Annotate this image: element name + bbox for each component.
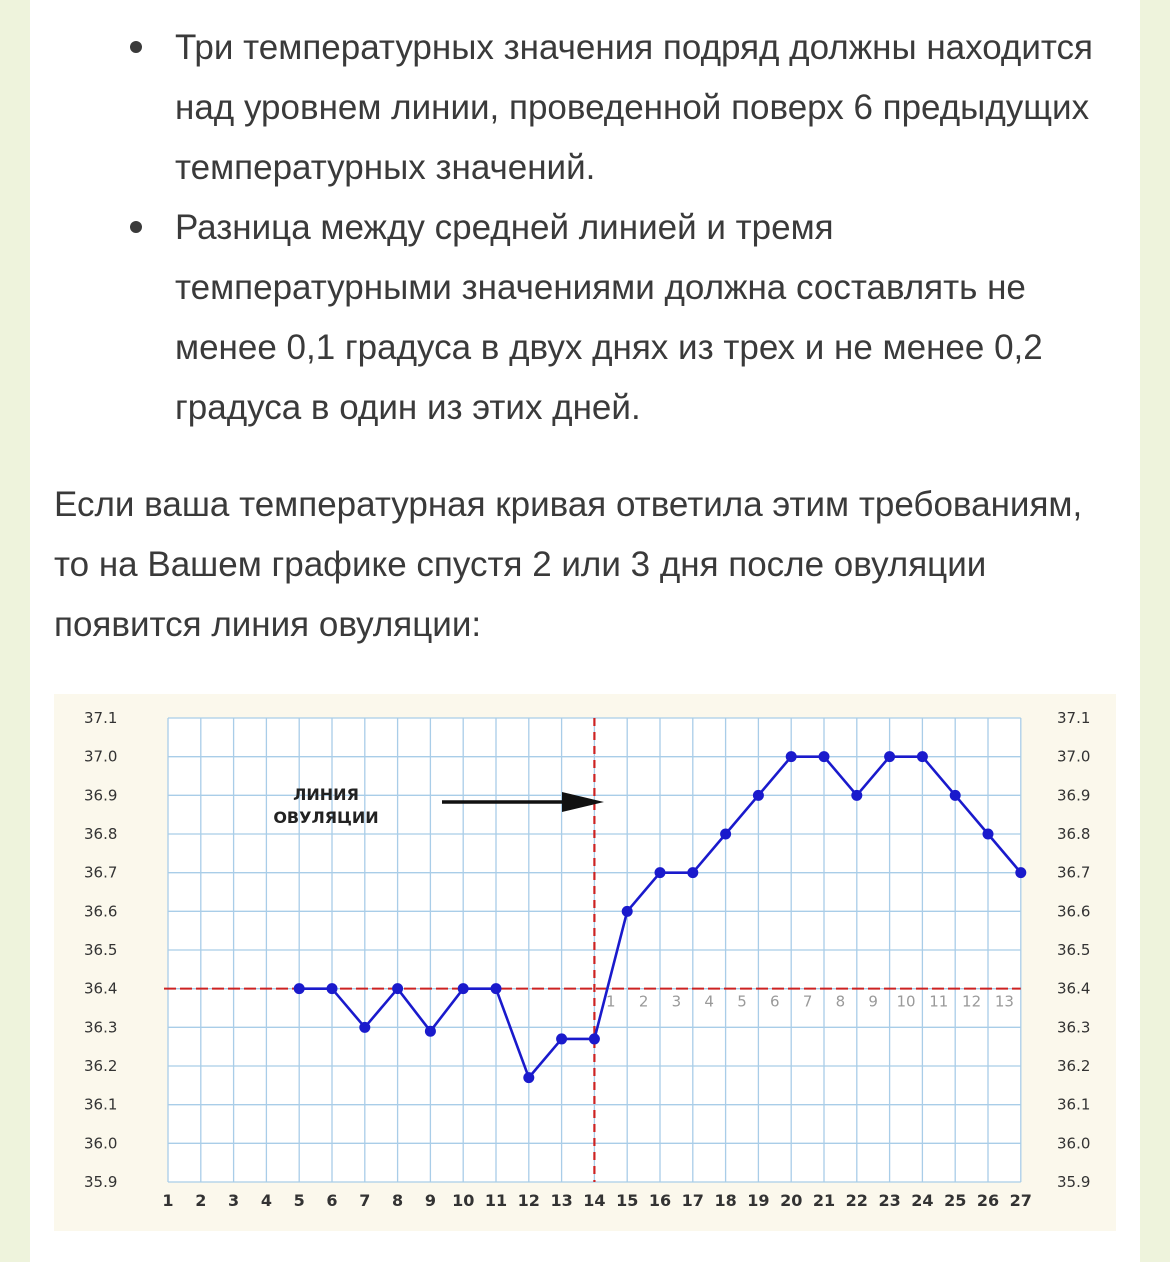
x-tick-label: 19 — [747, 1191, 770, 1210]
bbt-chart — [54, 694, 1116, 1231]
data-point — [917, 751, 928, 762]
data-point — [491, 983, 502, 994]
data-point — [523, 1072, 534, 1083]
data-point — [687, 867, 698, 878]
x-tick-label: 2 — [195, 1191, 207, 1210]
post-ovulation-day-label: 8 — [835, 992, 846, 1011]
data-point — [753, 790, 764, 801]
data-point — [327, 983, 338, 994]
x-tick-label: 11 — [484, 1191, 508, 1210]
x-tick-label: 9 — [424, 1191, 436, 1210]
list-item — [30, 18, 1140, 198]
list-item-text: Три температурных значения подряд должны находится над уровнем линии, проведенной поверх 6 предыдущих температурных значений. — [175, 28, 1093, 187]
post-ovulation-day-label: 12 — [962, 992, 982, 1011]
post-ovulation-day-label: 6 — [770, 992, 780, 1011]
bullet-icon — [130, 41, 142, 53]
data-point — [983, 829, 994, 840]
x-tick-label: 14 — [583, 1191, 606, 1210]
y-tick-label-left: 36.3 — [84, 1018, 118, 1037]
x-tick-label: 4 — [260, 1191, 272, 1210]
y-tick-label-right: 35.9 — [1057, 1173, 1091, 1191]
x-tick-label: 7 — [359, 1191, 371, 1210]
data-point — [359, 1022, 370, 1033]
post-ovulation-day-label: 9 — [868, 992, 878, 1011]
y-tick-label-left: 36.0 — [84, 1134, 118, 1153]
x-tick-label: 21 — [812, 1191, 836, 1210]
post-ovulation-day-label: 5 — [737, 992, 747, 1011]
y-tick-label-right: 36.8 — [1057, 825, 1091, 843]
x-tick-label: 8 — [392, 1191, 404, 1210]
data-point — [1015, 867, 1026, 878]
data-point — [589, 1033, 600, 1044]
post-ovulation-day-label: 7 — [802, 992, 813, 1011]
post-ovulation-day-label: 4 — [704, 992, 714, 1011]
y-tick-label-left: 35.9 — [84, 1173, 118, 1191]
post-ovulation-day-label: 13 — [994, 992, 1014, 1011]
data-point — [294, 983, 305, 994]
y-tick-label-left: 36.6 — [84, 902, 118, 921]
data-point — [556, 1033, 567, 1044]
x-tick-label: 20 — [780, 1191, 803, 1210]
post-ovulation-day-label: 1 — [606, 992, 616, 1011]
data-point — [786, 751, 797, 762]
x-tick-label: 6 — [326, 1191, 338, 1210]
data-point — [720, 829, 731, 840]
y-tick-label-right: 36.3 — [1057, 1018, 1091, 1037]
list-item-text: Разница между средней линией и тремя температурными значениями должна составлять не менее 0,1 градуса в двух днях из трех и не менее 0,2 градуса в один из этих дней. — [175, 208, 1043, 427]
annotation-label-line1: ЛИНИЯ — [293, 785, 359, 804]
list-item — [30, 198, 1140, 438]
data-point — [950, 790, 961, 801]
x-tick-label: 10 — [452, 1191, 475, 1210]
data-point — [392, 983, 403, 994]
y-tick-label-left: 36.1 — [84, 1095, 118, 1114]
x-tick-label: 25 — [944, 1191, 967, 1210]
y-tick-label-right: 36.4 — [1057, 979, 1091, 998]
x-tick-label: 1 — [162, 1191, 174, 1210]
data-point — [884, 751, 895, 762]
post-ovulation-day-label: 10 — [896, 992, 916, 1011]
x-tick-label: 13 — [550, 1191, 573, 1210]
post-ovulation-day-label: 2 — [638, 992, 649, 1011]
data-point — [425, 1026, 436, 1037]
data-point — [819, 751, 830, 762]
data-point — [655, 867, 666, 878]
article-content — [30, 0, 1140, 1262]
y-tick-label-right: 36.7 — [1057, 863, 1091, 882]
y-tick-label-right: 36.2 — [1057, 1057, 1091, 1075]
y-tick-label-right: 37.1 — [1057, 709, 1091, 727]
chart-svg — [54, 694, 1116, 1231]
y-tick-label-left: 36.7 — [84, 863, 118, 882]
rules-list — [30, 18, 1140, 438]
x-tick-label: 17 — [681, 1191, 704, 1210]
bullet-icon — [130, 221, 142, 233]
y-tick-label-left: 36.2 — [84, 1057, 118, 1075]
y-tick-label-left: 36.8 — [84, 825, 118, 843]
y-tick-label-left: 37.1 — [84, 709, 118, 727]
y-tick-label-right: 37.0 — [1057, 747, 1091, 766]
y-tick-label-right: 36.1 — [1057, 1095, 1091, 1114]
x-tick-label: 27 — [1009, 1191, 1032, 1210]
post-ovulation-day-label: 11 — [929, 992, 949, 1011]
data-point — [622, 906, 633, 917]
y-tick-label-left: 37.0 — [84, 747, 118, 766]
y-tick-label-right: 36.0 — [1057, 1134, 1091, 1153]
x-tick-label: 23 — [878, 1191, 901, 1210]
x-tick-label: 3 — [228, 1191, 240, 1210]
data-point — [851, 790, 862, 801]
y-tick-label-left: 36.5 — [84, 941, 118, 959]
x-tick-label: 12 — [517, 1191, 540, 1210]
annotation-label-line2: ОВУЛЯЦИИ — [273, 808, 379, 827]
y-tick-label-left: 36.4 — [84, 979, 118, 998]
x-tick-label: 22 — [845, 1191, 868, 1210]
x-tick-label: 5 — [293, 1191, 305, 1210]
x-tick-label: 24 — [911, 1191, 934, 1210]
x-tick-label: 15 — [616, 1191, 639, 1210]
data-point — [458, 983, 469, 994]
x-tick-label: 26 — [976, 1191, 1000, 1210]
y-tick-label-right: 36.9 — [1057, 786, 1091, 805]
post-ovulation-day-label: 3 — [671, 992, 682, 1011]
paragraph: Если ваша температурная кривая ответила этим требованиям, то на Вашем графике спустя 2 или 3 дня после овуляции появится линия овуляции: — [54, 485, 1083, 644]
x-tick-label: 16 — [648, 1191, 672, 1210]
y-tick-label-left: 36.9 — [84, 786, 118, 805]
y-tick-label-right: 36.5 — [1057, 941, 1091, 959]
x-tick-label: 18 — [714, 1191, 737, 1210]
y-tick-label-right: 36.6 — [1057, 902, 1091, 921]
